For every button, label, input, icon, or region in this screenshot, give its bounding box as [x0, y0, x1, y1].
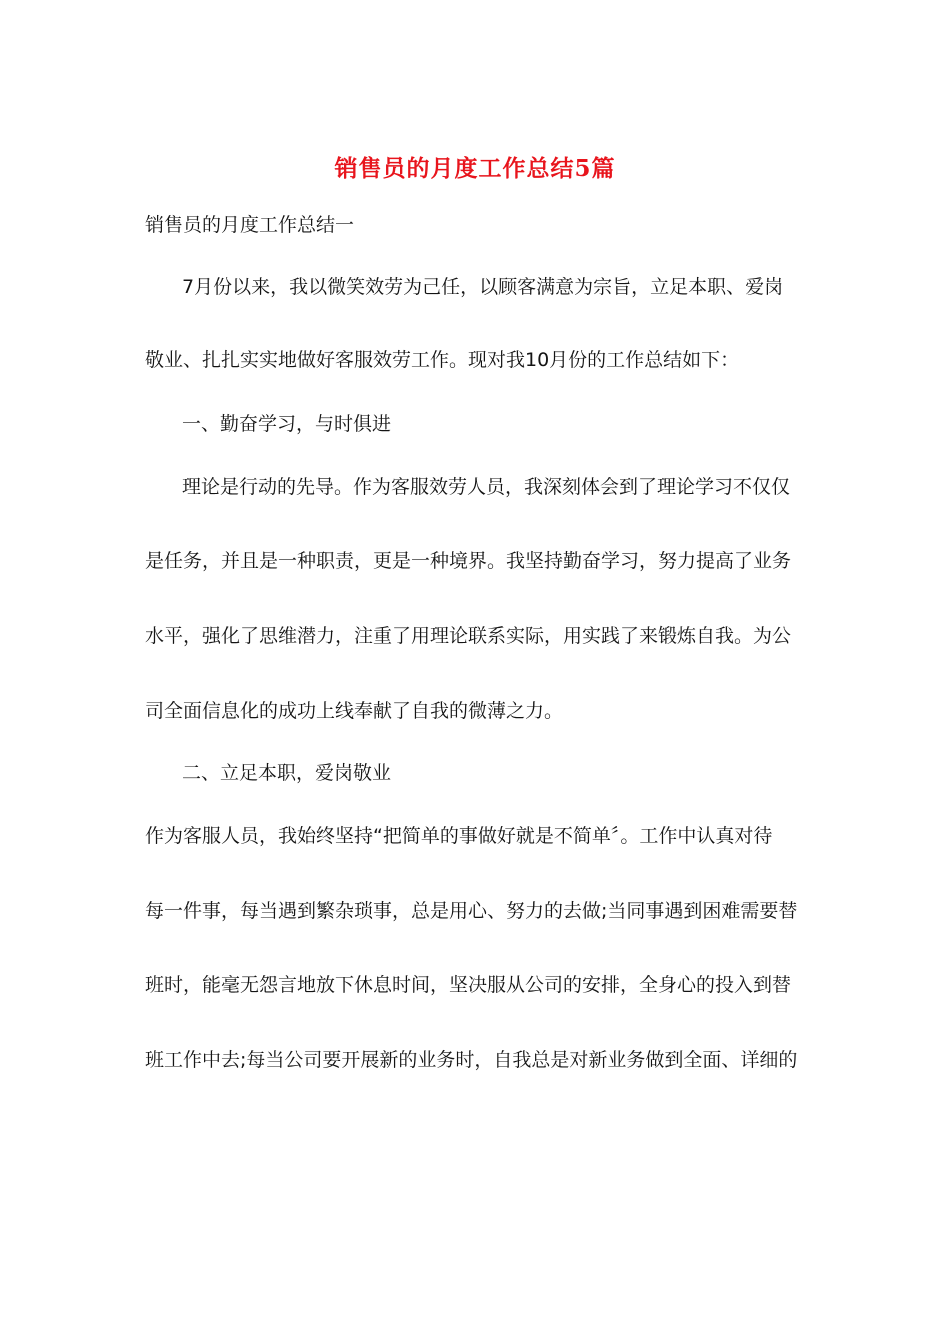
paragraph-line: 作为客服人员，我始终坚持“把简单的事做好就是不简单〞。工作中认真对待 — [145, 825, 773, 847]
section-heading-1: 销售员的月度工作总结一 — [145, 214, 355, 236]
paragraph-line: 司全面信息化的成功上线奉献了自我的微薄之力。 — [145, 700, 564, 722]
paragraph-line: 每一件事，每当遇到繁杂琐事，总是用心、努力的去做;当同事遇到困难需要替 — [145, 900, 798, 922]
document-title: 销售员的月度工作总结5篇 — [334, 155, 616, 182]
paragraph-line: 是任务，并且是一种职责，更是一种境界。我坚持勤奋学习，努力提高了业务 — [145, 550, 792, 572]
subheading-1: 一、勤奋学习，与时俱进 — [182, 413, 392, 435]
paragraph-line: 敬业、扎扎实实地做好客服效劳工作。现对我10月份的工作总结如下： — [145, 349, 740, 371]
paragraph-line: 班时，能毫无怨言地放下休息时间，坚决服从公司的安排，全身心的投入到替 — [145, 974, 792, 996]
paragraph-line: 班工作中去;每当公司要开展新的业务时，自我总是对新业务做到全面、详细的 — [145, 1049, 798, 1071]
subheading-2: 二、立足本职，爱岗敬业 — [182, 762, 392, 784]
paragraph-line: 理论是行动的先导。作为客服效劳人员，我深刻体会到了理论学习不仅仅 — [182, 476, 791, 498]
paragraph-line: 水平，强化了思维潜力，注重了用理论联系实际，用实践了来锻炼自我。为公 — [145, 625, 792, 647]
paragraph-line: 7月份以来，我以微笑效劳为己任，以顾客满意为宗旨，立足本职、爱岗 — [182, 276, 784, 298]
